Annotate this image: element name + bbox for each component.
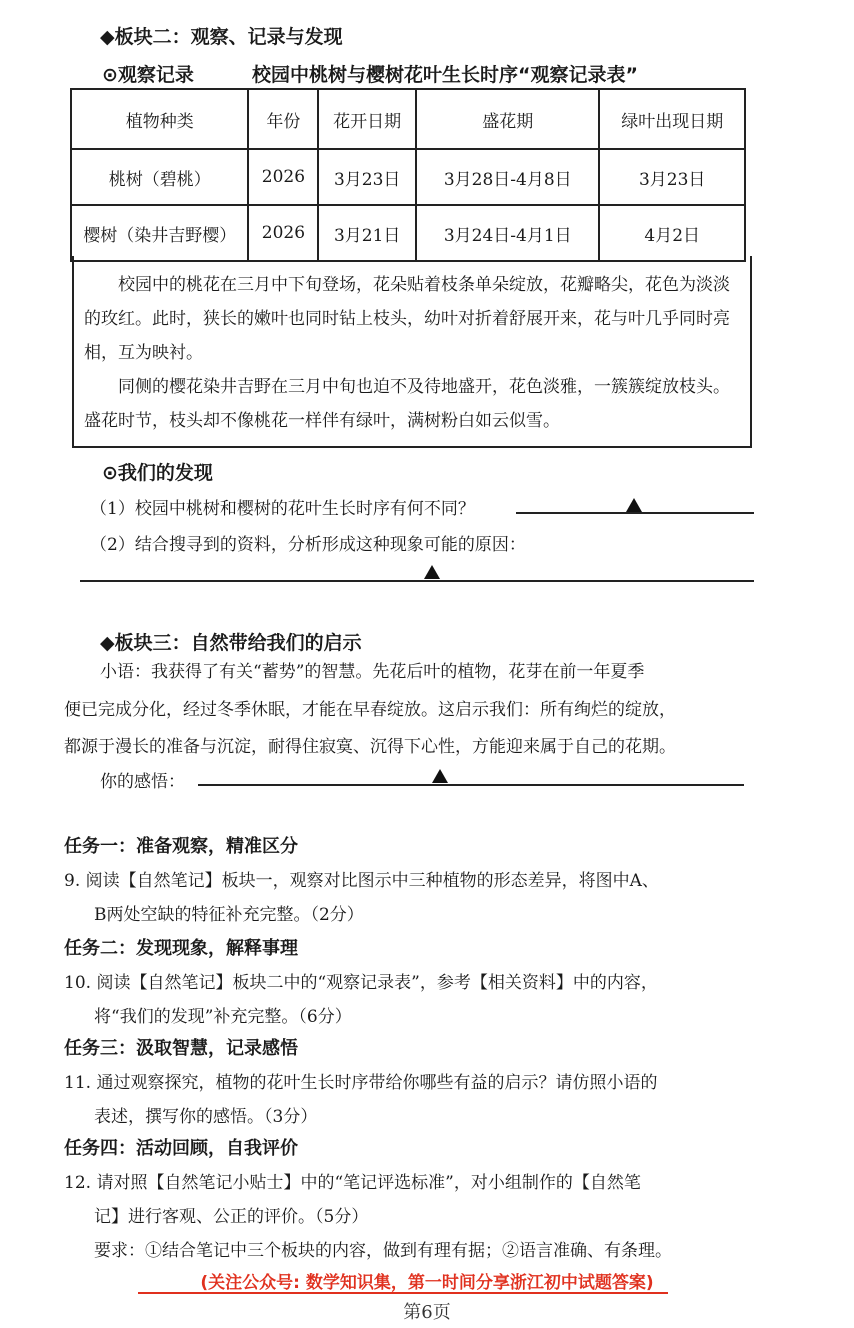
- task-question-line: B两处空缺的特征补充完整。（2分）: [94, 905, 364, 925]
- task-question-line: 11. 通过观察探究，植物的花叶生长时序带给你哪些有益的启示？请仿照小语的: [64, 1073, 658, 1093]
- discovery-label: ⊙我们的发现: [102, 462, 213, 484]
- table-cell: 2026: [248, 205, 318, 261]
- cherry-note: 同侧的樱花染井吉野在三月中旬也迫不及待地盛开，花色淡雅，一簇簇绽放枝头。盛花时节，枝头却不像桃花一样伴有绿叶，满树粉白如云似雪。: [84, 377, 730, 431]
- requirement-text: 要求：①结合笔记中三个板块的内容，做到有理有据；②语言准确、有条理。: [94, 1241, 672, 1261]
- section3-line: 都源于漫长的准备与沉淀，耐得住寂寞、沉得下心性，方能迎来属于自己的花期。: [64, 737, 676, 757]
- task-question-line: 12. 请对照【自然笔记小贴士】中的“笔记评选标准”，对小组制作的【自然笔: [64, 1173, 641, 1193]
- footer-underline: [138, 1292, 668, 1294]
- task-question-line: 将“我们的发现”补充完整。（6分）: [94, 1007, 352, 1027]
- section3-title: ◆板块三：自然带给我们的启示: [100, 632, 362, 654]
- question-1: （1）校园中桃树和樱树的花叶生长时序有何不同？: [90, 499, 475, 519]
- table-cell: 3月24日-4月1日: [416, 205, 599, 261]
- answer-marker-icon: [626, 498, 642, 512]
- answer-marker-icon: [424, 565, 440, 579]
- task-heading: 任务二：发现现象，解释事理: [64, 938, 298, 959]
- table-header-cell: 盛花期: [416, 89, 599, 149]
- section3-line: 便已完成分化，经过冬季休眠，才能在早春绽放。这启示我们：所有绚烂的绽放，: [64, 700, 676, 720]
- feeling-label: 你的感悟：: [100, 772, 185, 792]
- task-question-line: 9. 阅读【自然笔记】板块一，观察对比图示中三种植物的形态差异，将图中A、: [64, 871, 659, 891]
- table-header-cell: 花开日期: [318, 89, 416, 149]
- table-row: [71, 149, 745, 205]
- section2-title: ◆板块二：观察、记录与发现: [100, 26, 343, 48]
- page-number: 第6页: [403, 1302, 451, 1323]
- answer-blank-2[interactable]: [80, 580, 754, 582]
- table-title: 校园中桃树与樱树花叶生长时序“观察记录表”: [252, 64, 638, 86]
- task-heading: 任务四：活动回顾，自我评价: [64, 1138, 298, 1159]
- task-heading: 任务三：汲取智慧，记录感悟: [64, 1038, 298, 1059]
- observation-record-label: ⊙观察记录: [102, 64, 194, 86]
- table-cell: 3月21日: [318, 205, 416, 261]
- section3-line: 小语：我获得了有关“蓄势”的智慧。先花后叶的植物，花芽在前一年夏季: [100, 662, 645, 682]
- task-question-line: 记】进行客观、公正的评价。（5分）: [94, 1207, 369, 1227]
- table-cell: 2026: [248, 149, 318, 205]
- task-heading: 任务一：准备观察，精准区分: [64, 836, 298, 857]
- feeling-blank[interactable]: [198, 784, 744, 786]
- table-cell: 樱树（染井吉野樱）: [71, 205, 248, 261]
- question-2: （2）结合搜寻到的资料，分析形成这种现象可能的原因：: [90, 535, 526, 555]
- answer-blank-1[interactable]: [516, 512, 754, 514]
- peach-note: 校园中的桃花在三月中下旬登场，花朵贴着枝条单朵绽放，花瓣略尖，花色为淡淡的玫红。此时，狭长的嫩叶也同时钻上枝头，幼叶对折着舒展开来，花与叶几乎同时亮相，互为映衬。: [84, 275, 730, 363]
- table-cell: 桃树（碧桃）: [71, 149, 248, 205]
- table-header-row: [71, 89, 745, 149]
- table-cell: 3月23日: [599, 149, 745, 205]
- observation-table: [70, 88, 746, 262]
- footer-note: (关注公众号: 数学知识集，第一时间分享浙江初中试题答案): [200, 1273, 654, 1293]
- table-row: [71, 205, 745, 261]
- table-header-cell: 绿叶出现日期: [599, 89, 745, 149]
- table-cell: 4月2日: [599, 205, 745, 261]
- table-header-cell: 植物种类: [71, 89, 248, 149]
- table-cell: 3月23日: [318, 149, 416, 205]
- table-cell: 3月28日-4月8日: [416, 149, 599, 205]
- table-header-cell: 年份: [248, 89, 318, 149]
- task-question-line: 10. 阅读【自然笔记】板块二中的“观察记录表”，参考【相关资料】中的内容，: [64, 973, 658, 993]
- observation-notes-box: [72, 256, 752, 448]
- answer-marker-icon: [432, 769, 448, 783]
- task-question-line: 表述，撰写你的感悟。（3分）: [94, 1107, 318, 1127]
